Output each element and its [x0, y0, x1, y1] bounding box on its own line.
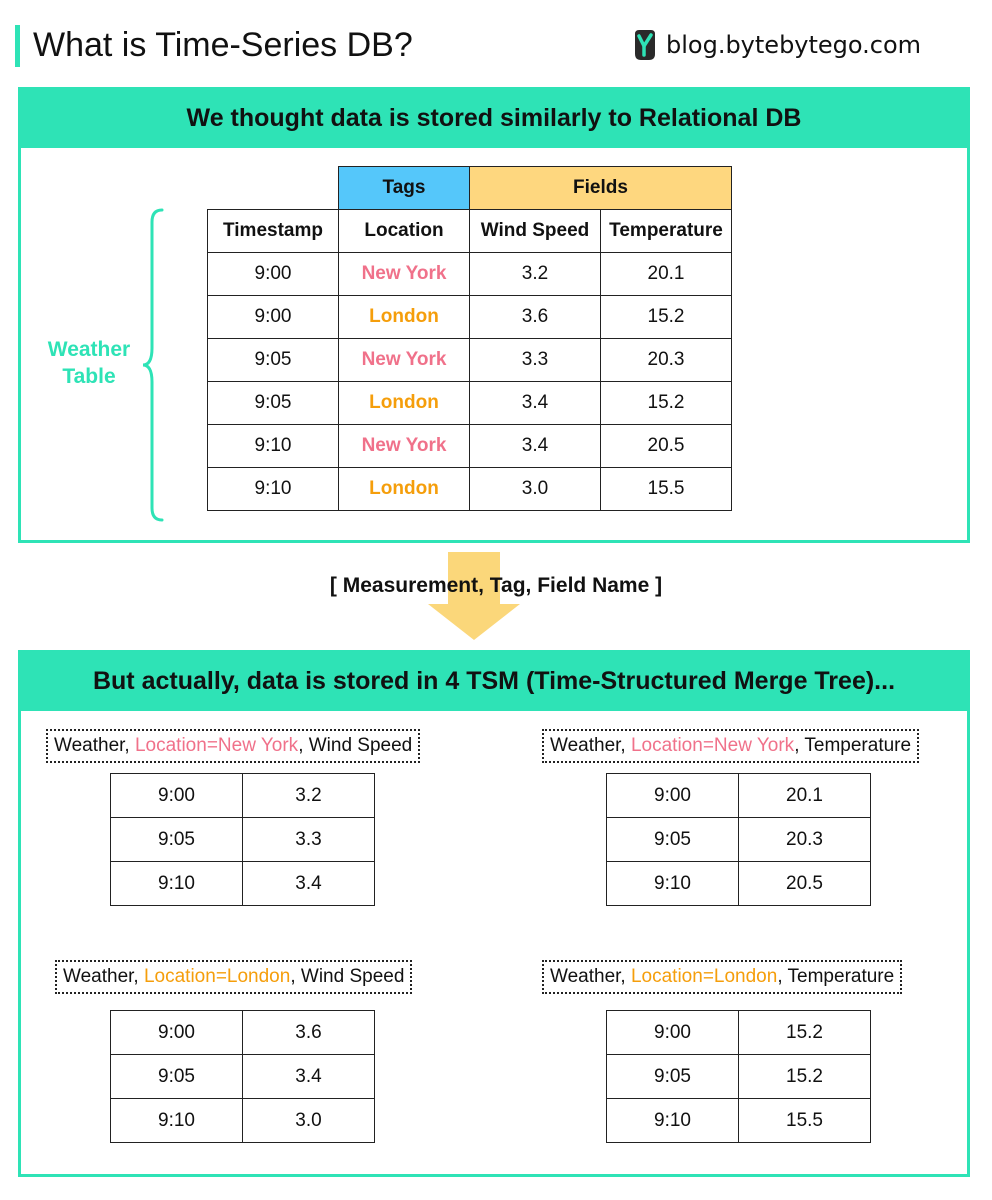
table-row: [208, 468, 732, 511]
timestamp-cell: 9:00: [208, 253, 339, 296]
location-cell: London: [339, 296, 470, 339]
column-header: Location: [339, 210, 470, 253]
series-key-label: [46, 729, 420, 763]
temperature-cell: 20.5: [601, 425, 732, 468]
value-cell: 15.5: [739, 1099, 871, 1143]
tag-text: Location=New York: [630, 735, 795, 756]
measurement-text: Weather,: [63, 966, 144, 987]
temperature-cell: 20.1: [601, 253, 732, 296]
series-key-label: [542, 729, 919, 763]
timestamp-cell: 9:05: [607, 818, 739, 862]
tsm-series-table: [110, 773, 375, 906]
temperature-cell: 15.5: [601, 468, 732, 511]
location-cell: New York: [339, 339, 470, 382]
tsm-heading: But actually, data is stored in 4 TSM (Time-Structured Merge Tree)...: [21, 653, 967, 711]
wind-speed-cell: 3.3: [470, 339, 601, 382]
wind-speed-cell: 3.0: [470, 468, 601, 511]
table-row: [111, 818, 375, 862]
value-cell: 3.4: [243, 1055, 375, 1099]
field-text: , Temperature: [777, 966, 895, 987]
table-row: [607, 862, 871, 906]
timestamp-cell: 9:05: [208, 339, 339, 382]
timestamp-cell: 9:00: [607, 774, 739, 818]
tag-text: Location=London: [630, 966, 778, 987]
tag-text: Location=New York: [134, 735, 299, 756]
table-row: [607, 1011, 871, 1055]
site-url: blog.bytebytego.com: [666, 31, 922, 59]
measurement-text: Weather,: [54, 735, 135, 756]
table-row: [111, 1055, 375, 1099]
value-cell: 20.3: [739, 818, 871, 862]
value-cell: 15.2: [739, 1011, 871, 1055]
table-row: [607, 1055, 871, 1099]
timestamp-cell: 9:10: [208, 468, 339, 511]
timestamp-cell: 9:05: [111, 818, 243, 862]
relational-heading: We thought data is stored similarly to Relational DB: [21, 90, 967, 148]
timestamp-cell: 9:10: [111, 862, 243, 906]
measurement-text: Weather,: [550, 966, 631, 987]
wind-speed-cell: 3.2: [470, 253, 601, 296]
value-cell: 3.0: [243, 1099, 375, 1143]
value-cell: 3.4: [243, 862, 375, 906]
table-row: [208, 425, 732, 468]
page-title: What is Time-Series DB?: [33, 26, 413, 64]
location-cell: New York: [339, 253, 470, 296]
column-header: Wind Speed: [470, 210, 601, 253]
tsm-series-table: [606, 773, 871, 906]
location-cell: New York: [339, 425, 470, 468]
timestamp-cell: 9:00: [208, 296, 339, 339]
table-row: [111, 1099, 375, 1143]
table-row: [607, 818, 871, 862]
timestamp-cell: 9:05: [111, 1055, 243, 1099]
table-row: [607, 774, 871, 818]
timestamp-cell: 9:00: [111, 1011, 243, 1055]
timestamp-cell: 9:10: [607, 862, 739, 906]
timestamp-cell: 9:10: [607, 1099, 739, 1143]
weather-table: [207, 166, 732, 511]
column-header: Timestamp: [208, 210, 339, 253]
tags-group-header: Tags: [339, 167, 470, 210]
timestamp-cell: 9:05: [607, 1055, 739, 1099]
table-row: [208, 253, 732, 296]
measurement-text: Weather,: [550, 735, 631, 756]
value-cell: 15.2: [739, 1055, 871, 1099]
table-row: [208, 382, 732, 425]
wind-speed-cell: 3.6: [470, 296, 601, 339]
table-row: [208, 339, 732, 382]
blank-cell: [208, 167, 339, 210]
transform-label: [ Measurement, Tag, Field Name ]: [329, 574, 663, 597]
table-row: [208, 296, 732, 339]
timestamp-cell: 9:00: [111, 774, 243, 818]
value-cell: 20.5: [739, 862, 871, 906]
temperature-cell: 15.2: [601, 296, 732, 339]
timestamp-cell: 9:10: [208, 425, 339, 468]
column-header-row: [208, 210, 732, 253]
table-row: [111, 774, 375, 818]
temperature-cell: 20.3: [601, 339, 732, 382]
timestamp-cell: 9:10: [111, 1099, 243, 1143]
table-row: [111, 862, 375, 906]
bytebytego-logo-icon: [632, 28, 658, 62]
table-row: [607, 1099, 871, 1143]
table-row: [111, 1011, 375, 1055]
location-cell: London: [339, 468, 470, 511]
location-cell: London: [339, 382, 470, 425]
weather-table-label: Weather Table: [47, 338, 131, 388]
title-accent-bar: [15, 25, 20, 67]
timestamp-cell: 9:00: [607, 1011, 739, 1055]
field-text: , Temperature: [794, 735, 912, 756]
tsm-series-table: [110, 1010, 375, 1143]
series-key-label: [542, 960, 902, 994]
column-header: Temperature: [601, 210, 732, 253]
fields-group-header: Fields: [470, 167, 732, 210]
field-text: , Wind Speed: [298, 735, 413, 756]
temperature-cell: 15.2: [601, 382, 732, 425]
tag-text: Location=London: [143, 966, 291, 987]
field-text: , Wind Speed: [290, 966, 405, 987]
wind-speed-cell: 3.4: [470, 382, 601, 425]
value-cell: 3.6: [243, 1011, 375, 1055]
series-key-label: [55, 960, 412, 994]
timestamp-cell: 9:05: [208, 382, 339, 425]
value-cell: 3.2: [243, 774, 375, 818]
value-cell: 20.1: [739, 774, 871, 818]
tsm-series-table: [606, 1010, 871, 1143]
wind-speed-cell: 3.4: [470, 425, 601, 468]
value-cell: 3.3: [243, 818, 375, 862]
